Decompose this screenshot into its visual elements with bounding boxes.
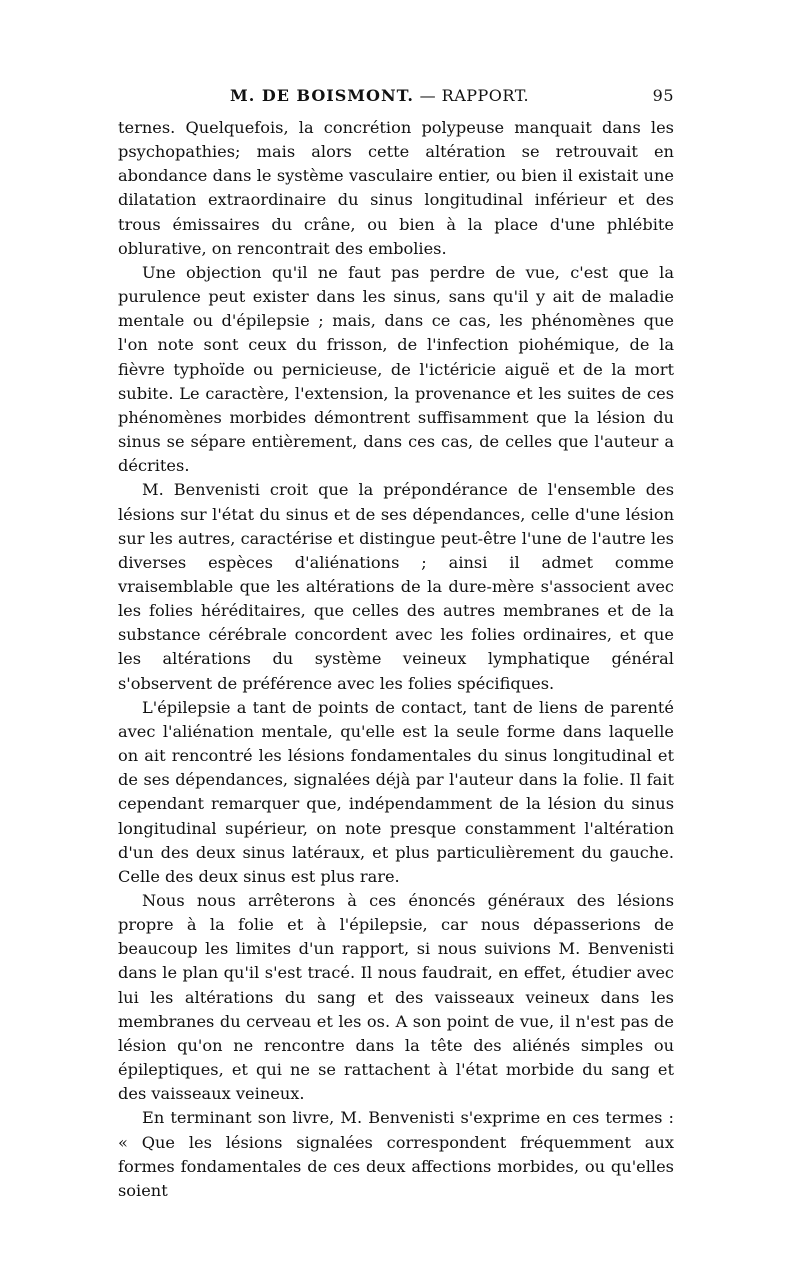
paragraph: L'épilepsie a tant de points de contact, tant de liens de parenté avec l'aliénation mentale, qu'elle est la seule forme dans laquelle on ait rencontré les lésions fondamentales du sinus longitudinal et de ses dépendances, signalées déjà par l'auteur dans la folie. Il fait cependant remarquer que, indépendamment de la lésion du sinus longitudinal supérieur, on note presque constamment l'altération d'un des deux sinus latéraux, et plus particulièrement du gauche. Celle des deux sinus est plus rare. <box>118 697 674 886</box>
running-head-author: M. DE BOISMONT. <box>230 86 414 105</box>
paragraph: M. Benvenisti croit que la prépondérance de l'ensemble des lésions sur l'état du sinus et de ses dépendances, celle d'une lésion sur les autres, caractérise et distingue peut-être l'une de l'autre les diverses espèces d'aliénations ; ainsi il admet comme vraisemblable que les altérations de la dure-mère s'associent avec les folies héréditaires, que celles des autres membranes et de la substance cérébrale concordent avec les folies ordinaires, et que les altérations du système veineux lymphatique général s'observent de préférence avec les folies spécifiques. <box>118 480 674 693</box>
running-head-separator: — <box>419 86 437 105</box>
body-text <box>118 116 674 1203</box>
paragraph: Nous nous arrêterons à ces énoncés généraux des lésions propre à la folie et à l'épilepsie, car nous dépasserions de beaucoup les limites d'un rapport, si nous suivions M. Benvenisti dans le plan qu'il s'est tracé. Il nous faudrait, en effet, étudier avec lui les altérations du sang et des vaisseaux veineux dans les membranes du cerveau et les os. A son point de vue, il n'est pas de lésion qu'on ne rencontre dans la tête des aliénés simples ou épileptiques, et qui ne se rattachent à l'état morbide du sang et des vaisseaux veineux. <box>118 891 674 1104</box>
running-head-section: RAPPORT. <box>441 86 530 105</box>
paragraph: En terminant son livre, M. Benvenisti s'exprime en ces termes : « Que les lésions signalées correspondent fréquemment aux formes fondamentales de ces deux affections morbides, ou qu'elles soient <box>118 1108 674 1200</box>
paragraph: ternes. Quelquefois, la concrétion polypeuse manquait dans les psychopathies; mais alors cette altération se retrouvait en abondance dans le système vasculaire entier, ou bien il existait une dilatation extraordinaire du sinus longitudinal inférieur et des trous émissaires du crâne, ou bien à la place d'une phlébite oblurative, on rencontrait des embolies. <box>118 118 674 258</box>
page-number: 95 <box>652 86 674 105</box>
running-head <box>230 86 529 105</box>
page-header <box>118 86 674 116</box>
paragraph: Une objection qu'il ne faut pas perdre de vue, c'est que la purulence peut exister dans les sinus, sans qu'il y ait de maladie mentale ou d'épilepsie ; mais, dans ce cas, les phénomènes que l'on note sont ceux du frisson, de l'infection piohémique, de la fièvre typhoïde ou pernicieuse, de l'ictéricie aiguë et de la mort subite. Le caractère, l'extension, la provenance et les suites de ces phénomènes morbides démontrent suffisamment que la lésion du sinus se sépare entièrement, dans ces cas, de celles que l'auteur a décrites. <box>118 262 674 476</box>
book-page <box>118 86 674 1203</box>
